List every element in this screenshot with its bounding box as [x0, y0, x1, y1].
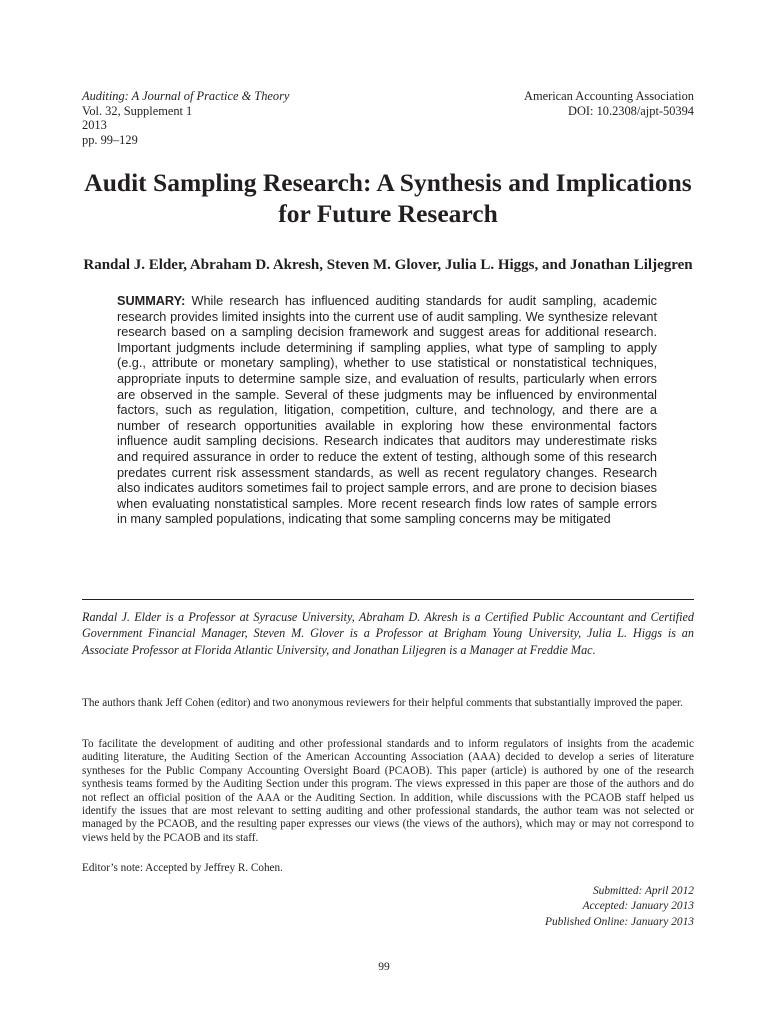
journal-pages: pp. 99–129: [82, 132, 138, 147]
synthesis-program-paragraph: To facilitate the development of auditing and other professional standards and to inform regulators of insights from the academic auditing literature, the Auditing Section of the American Accounting Association (AAA) decided to develop a series of literature syntheses for the Public Company Accounting Oversight Board (PCAOB). This paper (article) is authored by one of the research synthesis teams formed by the Auditing Section under this program. The views expressed in this paper are those of the authors and do not reflect an official position of the AAA or the Auditing Section. In addition, while discussions with the PCAOB staff helped us identify the issues that are most relevant to setting auditing and other professional standards, the author team was not selected or managed by the PCAOB, and the resulting paper expresses our views (the views of the authors), which may or may not correspond to views held by the PCAOB and its staff.: [82, 738, 694, 844]
published-date: Published Online: January 2013: [544, 915, 694, 928]
publisher-info: [524, 89, 694, 118]
accepted-date: Accepted: January 2013: [582, 900, 694, 913]
footnote-divider: [82, 599, 694, 600]
paper-title: Audit Sampling Research: A Synthesis and Implications for Future Research: [84, 168, 692, 228]
publication-dates: [545, 884, 694, 930]
acknowledgment-paragraph: The authors thank Jeff Cohen (editor) and two anonymous reviewers for their helpful comments that substantially improved the paper.: [82, 697, 683, 709]
editor-note: Editor’s note: Accepted by Jeffrey R. Cohen.: [82, 862, 283, 874]
journal-year: 2013: [82, 118, 107, 133]
journal-volume: Vol. 32, Supplement 1: [82, 103, 193, 118]
page-number: 99: [378, 961, 390, 973]
author-list: Randal J. Elder, Abraham D. Akresh, Steven M. Glover, Julia L. Higgs, and Jonathan Liljegren: [83, 257, 693, 273]
doi: DOI: 10.2308/ajpt-50394: [568, 103, 694, 118]
submitted-date: Submitted: April 2012: [592, 885, 694, 897]
journal-citation: [82, 89, 289, 147]
author-affiliations: Randal J. Elder is a Professor at Syracuse University, Abraham D. Akresh is a Certified Public Accountant and Certified Government Financial Manager, Steven M. Glover is a Professor at Brigham Young University, Julia L. Higgs is an Associate Professor at Florida Atlantic University, and Jonathan Liljegren is a Manager at Freddie Mac.: [82, 610, 694, 657]
summary-abstract: [117, 294, 657, 528]
publisher-name: American Accounting Association: [524, 89, 694, 103]
summary-text: While research has influenced auditing standards for audit sampling, academic research provides limited insights into the current use of audit sampling. We synthesize relevant research based on a sampling decision framework and suggest areas for additional research. Important judgments include determining if sampling applies, what type of sampling to apply (e.g., attribute or monetary sampling), whether to use statistical or nonstatistical techniques, appropriate inputs to determine sample size, and evaluation of results, particularly when errors are observed in the sample. Several of these judgments may be influenced by environmental factors, such as regulation, litigation, competition, culture, and technology, and there are a number of research opportunities available in exploring how these environmental factors influence audit sampling decisions. Research indicates that auditors may underestimate risks and required assurance in order to reduce the extent of testing, although some of this research predates current risk assessment standards, as well as recent regulatory changes. Research also indicates auditors sometimes fail to project sample errors, and are prone to decision biases when evaluating nonstatistical samples. More recent research finds low rates of sample errors in many sampled populations, indicating that some sampling concerns may be mitigated: [117, 294, 657, 527]
journal-name: Auditing: A Journal of Practice & Theory: [82, 89, 290, 103]
summary-label: SUMMARY:: [117, 294, 186, 308]
